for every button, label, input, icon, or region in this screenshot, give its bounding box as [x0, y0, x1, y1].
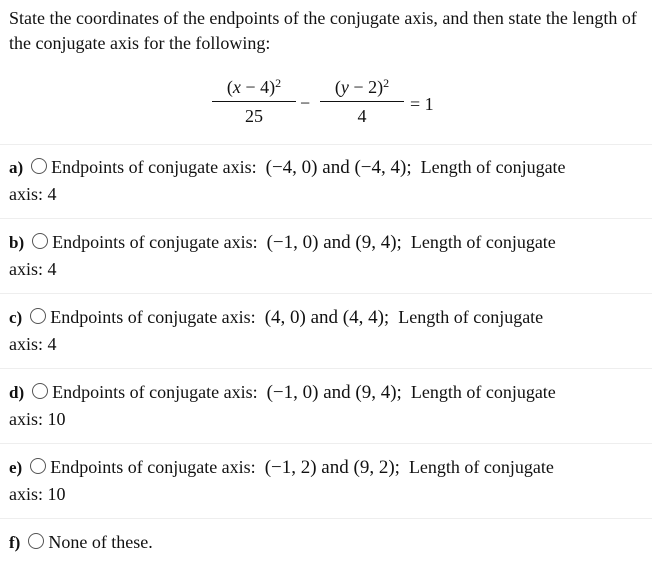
option-b[interactable] — [9, 229, 645, 282]
option-text: Endpoints of conjugate axis: — [52, 232, 258, 252]
numerator-y: $(y - 2)^2$ — [334, 76, 390, 97]
option-a[interactable] — [9, 154, 645, 207]
option-line2: axis: 4 — [9, 259, 57, 279]
option-length-label: Length of conjugate — [420, 157, 566, 177]
divider — [0, 518, 652, 519]
option-letter: c) — [9, 308, 23, 327]
hyperbola-equation — [212, 74, 452, 134]
divider — [0, 144, 652, 145]
fraction-x — [212, 74, 296, 128]
option-line2: axis: 10 — [9, 409, 66, 429]
option-text: Endpoints of conjugate axis: — [50, 307, 256, 327]
option-c[interactable] — [9, 304, 645, 357]
option-math: (−1, 0) and (9, 4); — [266, 382, 402, 403]
equals-one: = 1 — [410, 94, 434, 114]
option-text: Endpoints of conjugate axis: — [52, 382, 258, 402]
option-text: Endpoints of conjugate axis: — [50, 457, 256, 477]
option-math: (−1, 2) and (9, 2); — [264, 457, 400, 478]
option-math: (4, 0) and (4, 4); — [264, 307, 390, 328]
option-f[interactable] — [9, 529, 645, 556]
radio-button-b[interactable] — [32, 233, 48, 249]
option-length-label: Length of conjugate — [410, 232, 556, 252]
question-text: State the coordinates of the endpoints of the conjugate axis, and then state the length of the conjugate axis for the following: — [9, 8, 637, 53]
option-letter: d) — [9, 383, 25, 402]
fraction-bar — [320, 101, 404, 102]
radio-button-f[interactable] — [28, 533, 44, 549]
divider — [0, 368, 652, 369]
option-text: None of these. — [48, 532, 153, 552]
option-math: (−1, 0) and (9, 4); — [266, 232, 402, 253]
radio-button-a[interactable] — [31, 158, 47, 174]
option-e[interactable] — [9, 454, 645, 507]
radio-button-d[interactable] — [32, 383, 48, 399]
divider — [0, 443, 652, 444]
option-letter: e) — [9, 458, 23, 477]
option-length-label: Length of conjugate — [398, 307, 544, 327]
option-line2: axis: 4 — [9, 184, 57, 204]
option-letter: b) — [9, 233, 25, 252]
divider — [0, 218, 652, 219]
option-length-label: Length of conjugate — [408, 457, 554, 477]
radio-button-c[interactable] — [30, 308, 46, 324]
minus-sign: − — [300, 93, 311, 113]
option-math: (−4, 0) and (−4, 4); — [265, 157, 412, 178]
option-line2: axis: 4 — [9, 334, 57, 354]
radio-button-e[interactable] — [30, 458, 46, 474]
option-length-label: Length of conjugate — [410, 382, 556, 402]
fraction-bar — [212, 101, 296, 102]
numerator-x: $(x - 4)^2$ — [226, 76, 282, 97]
denominator-x: 25 — [245, 106, 263, 126]
option-d[interactable] — [9, 379, 645, 432]
divider — [0, 293, 652, 294]
fraction-y — [320, 74, 404, 128]
option-text: Endpoints of conjugate axis: — [51, 157, 257, 177]
option-letter: a) — [9, 158, 24, 177]
denominator-y: 4 — [357, 106, 367, 126]
option-letter: f) — [9, 533, 21, 552]
option-line2: axis: 10 — [9, 484, 66, 504]
